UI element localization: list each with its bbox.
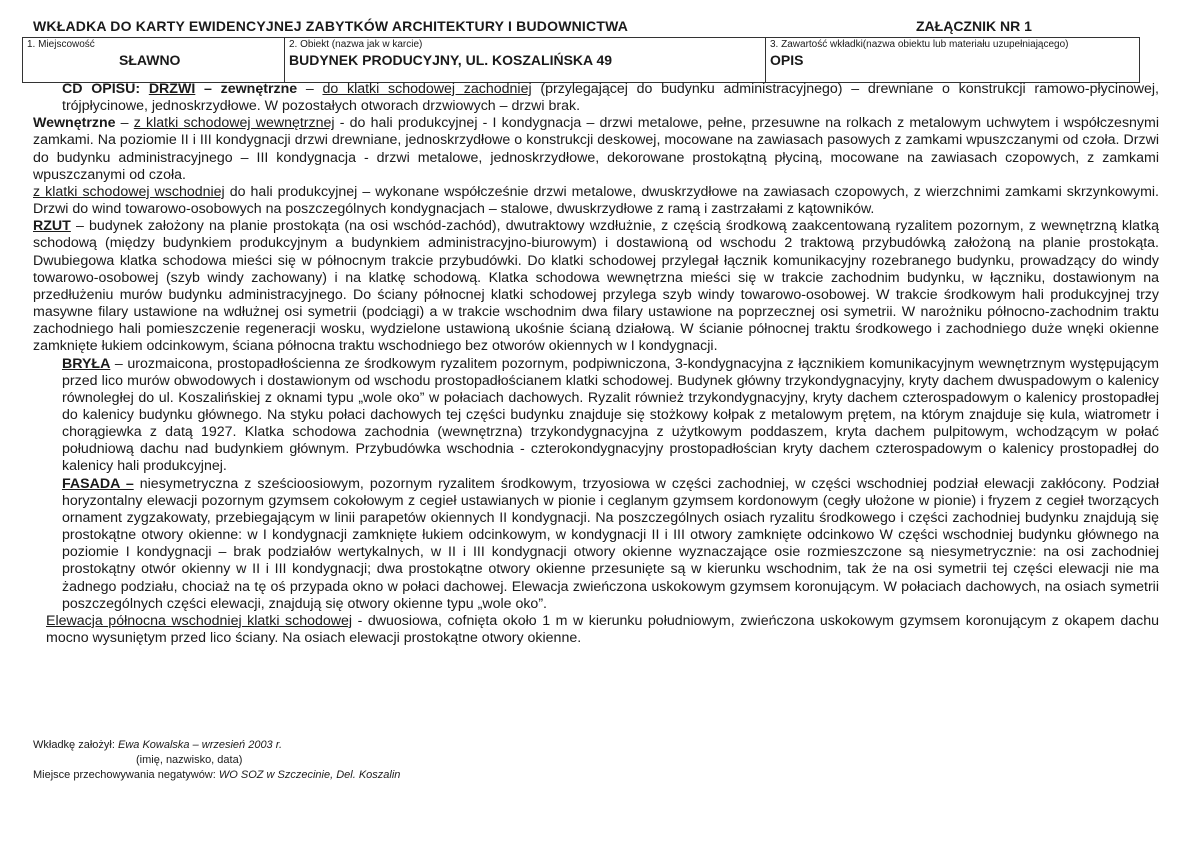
content-cell xyxy=(766,38,1139,82)
document-footer xyxy=(33,738,400,783)
dash: – xyxy=(297,81,323,97)
paragraph-facade xyxy=(33,476,1159,613)
object-value: BUDYNEK PRODUCYJNY, UL. KOSZALIŃSKA 49 xyxy=(289,52,613,68)
underlined-phrase: z klatki schodowej wewnętrznej xyxy=(133,115,335,132)
paragraph-plan xyxy=(33,218,1159,355)
location-cell xyxy=(23,38,285,82)
paragraph-doors-east xyxy=(20,184,1159,218)
underlined-phrase: do klatki schodowej zachodniej xyxy=(322,81,532,97)
subheading-exterior: – zewnętrzne xyxy=(195,81,298,97)
object-label: 2. Obiekt (nazwa jak w karcie) xyxy=(289,39,423,50)
paragraph-text: - do hali produkcyjnej - I kondygnacja – drzwi metalowe, pełne, przesuwne na rolkach z metalowym uchwytem i współczesnymi zamkami. Na poziomie II i III kondygnacji drzwi drewniane, jednoskrzydłowe o konstrukcji deskowej, mocowane na zawiasach pasowych z zamkami wpuszczanymi od czoła. Drzwi do budynku administracyjnego – III kondygnacja - drzwi metalowe, jednoskrzydłowe, dekorowane prostokątną płyciną, mocowane na zawiasach czopowych, z zamkami wpuszczanymi od czoła. xyxy=(33,115,1159,183)
document-title: WKŁADKA DO KARTY EWIDENCYJNEJ ZABYTKÓW ARCHITEKTURY I BUDOWNICTWA xyxy=(33,18,629,34)
section-heading-facade: FASADA – xyxy=(62,475,134,492)
storage-line xyxy=(33,768,400,783)
section-prefix: CD OPISU: xyxy=(62,81,149,97)
paragraph-text: do hali produkcyjnej – wykonane współcześnie drzwi metalowe, dwuskrzydłowe na zawiasach czopowych, z wierzchnimi zamkami skrzynkowymi. Drzwi do wind towarowo-osobowych na poszczególnych kondygnacjach – stalowe, dwuskrzydłowe z ramą i zastrzałami z kątowników. xyxy=(33,183,1159,218)
paragraph-doors-exterior xyxy=(33,81,1159,115)
underlined-phrase: z klatki schodowej wschodniej xyxy=(33,183,225,200)
section-heading-doors: DRZWI xyxy=(148,81,196,97)
object-cell xyxy=(285,38,766,82)
location-value: SŁAWNO xyxy=(119,52,181,68)
content-value: OPIS xyxy=(770,52,804,68)
metadata-table xyxy=(22,37,1140,83)
paragraph-text: niesymetryczna z sześcioosiowym, pozornym ryzalitem środkowym, trzyosiowa w części zachodniej, w części wschodniej podział elewacji zakłócony. Podział horyzontalny elewacji pozornym gzymsem cokołowym z cegieł ustawianych w pionie i ceglanym gzymsem kordonowym (cegły ułożone w pionie) i fryzem z cegieł tworzących ornament zygzakowaty, przebiegającym w linii parapetów okiennych II kondygnacji. Na poszczególnych osiach ryzalitu środkowego i części zachodniej budynku znajdują się prostokątne otwory okienne: w I kondygnacji zamknięte łukiem odcinkowym, w kondygnacji II i III otwory zamknięte odcinkowo W części wschodniej budynku głównego na poziomie I kondygnacji – brak podziałów wertykalnych, w II i III kondygnacji otwory okienne wyznaczające osie rozmieszczone są niesymetrycznie: na osi zachodniej prostokątny otwór okienny w II i III kondygnacji; dwa prostokątne otwory okienne przesunięte są w kierunku wschodnim, tak że na osi symetrii tej części elewacji nie ma żadnego podziału, chociaż na tę oś przypada okno w połaci dachowej. Elewacja zwieńczona uskokowym gzymsem koronującym. W połaciach dachowych, na osiach symetrii poszczególnych części elewacji, znajdują się otwory okienne typu „wole oko”. xyxy=(62,475,1159,612)
content-label: 3. Zawartość wkładki(nazwa obiektu lub materiału uzupełniającego) xyxy=(770,39,1069,50)
section-heading-plan: RZUT xyxy=(33,218,71,235)
paragraph-text: – budynek założony na planie prostokąta (na osi wschód-zachód), dwutraktowy wzdłużnie, z częścią środkową zaakcentowaną ryzalitem pozornym, z wewnętrzną klatką schodową (między budynkiem produkcyjnym a budynkiem administracyjno-biurowym) i dostawioną od wschodu 2 traktową przybudówką założoną na planie prostokąta. Dwubiegowa klatka schodowa mieści się w północnym trakcie przybudówki. Do klatki schodowej przylegał łącznik komunikacyjny rozebranego budynku, prowadzący do windy towarowo-osobowej (szyb windy zachowany) i na klatkę schodową. Klatka schodowa wewnętrzna mieści się w trakcie zachodnim budynku, w łączniku, dostawionym na przedłużeniu murów budynku administracyjnego. Do ściany północnej klatki schodowej przylega szyb windy towarowo-osobowej. W trakcie środkowym hali produkcyjnej trzy masywne filary ustawione na wdłużnej osi symetrii (podciągi) a w trakcie wschodnim dwa filary ustawione na poprzecznej osi symetrii. W narożniku północno-zachodnim traktu zachodniego hali pomieszczenie regeneracji wosku, wydzielone ustawioną ukośnie ścianą działową. W ścianie północnej traktu środkowego i zachodniego duże wnęki okienne zamknięte łukiem odcinkowym, ściana północna traktu wschodniego bez otworów okiennych w I kondygnacji. xyxy=(33,218,1159,355)
attachment-number: ZAŁĄCZNIK NR 1 xyxy=(916,18,1032,34)
subheading-interior: Wewnętrzne xyxy=(33,115,116,132)
dash: – xyxy=(115,115,134,132)
location-label: 1. Miejscowość xyxy=(27,39,95,50)
storage-value: WO SOZ w Szczecinie, Del. Koszalin xyxy=(218,769,401,781)
paragraph-text: (przylegającej do budynku administracyjnego) – drewniane o konstrukcji ramowo-płycinowej, trójpłycinowe, jednoskrzydłowe. W pozostałych otworach drzwiowych – drzwi brak. xyxy=(62,81,1159,115)
created-label: Wkładkę założył: xyxy=(33,739,118,751)
paragraph-doors-interior xyxy=(33,115,1159,184)
description-body xyxy=(33,81,1159,647)
paragraph-form xyxy=(33,356,1159,476)
paragraph-north-elevation xyxy=(33,613,1159,647)
paragraph-text: - dwuosiowa, cofnięta około 1 m w kierunku południowym, zwieńczona uskokowym gzymsem koronującym z okapem dachu mocno wysuniętym przed lico ściany. Na osiach elewacji prostokątne otwory okienne. xyxy=(46,612,1159,646)
created-value: Ewa Kowalska – wrzesień 2003 r. xyxy=(117,739,283,751)
underlined-phrase: Elewacja północna wschodniej klatki schodowej xyxy=(46,612,353,629)
section-heading-form: BRYŁA xyxy=(62,355,111,372)
created-by-line xyxy=(33,738,400,753)
created-hint: (imię, nazwisko, data) xyxy=(136,754,243,766)
storage-label: Miejsce przechowywania negatywów: xyxy=(33,769,219,781)
paragraph-text: – urozmaicona, prostopadłościenna ze środkowym ryzalitem pozornym, podpiwniczona, 3-kondygnacyjna z łącznikiem komunikacyjnym wewnętrznym występującym przed lico murów obwodowych i dostawionym od wschodu prostopadłościanem klatki schodowej. Budynek główny trzykondygnacyjny, kryty dachem dwuspadowym o kalenicy równoległej do ul. Koszalińskiej z oknami typu „wole oko” w połaciach dachowych. Ryzalit również trzykondygnacyjny, kryty dachem czterospadowym o kalenicy prostopadłej do kalenicy budynku głównego. Na styku połaci dachowych tej części budynku znajduje się stożkowy kołpak z metalowym prętem, na którym znajduje się kula, wiatrometr i chorągiewka z datą 1927. Klatka schodowa zachodnia (wewnętrzna) trzykondygnacyjna z użytkowym poddaszem, kryta dachem pulpitowym, wchodzącym w połać południową dachu nad budynkiem głównym. Przybudówka wschodnia - czterokondygnacyjny prostopadłościan kryty dachem czterospadowym o kalenicy prostopadłej do kalenicy hali produkcyjnej. xyxy=(62,355,1159,475)
